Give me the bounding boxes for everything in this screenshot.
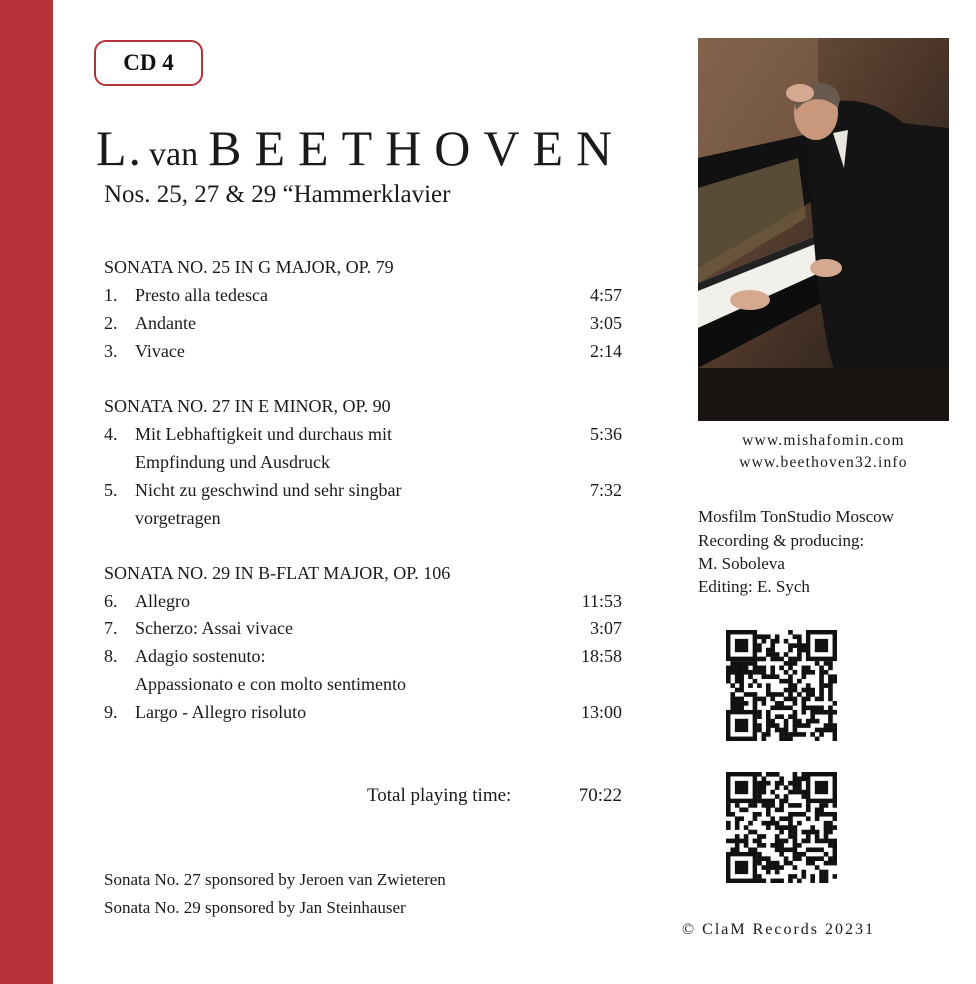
track-number: 4. [104, 424, 118, 444]
credit-line: Recording & producing: [698, 531, 865, 550]
disc-number-badge: CD 4 [94, 40, 203, 86]
track-title-continued: Empfindung und Ausdruck [135, 452, 330, 472]
composer-surname: BEETHOVEN [208, 120, 626, 176]
track-title: Largo - Allegro risoluto [135, 702, 307, 722]
track-title: Mit Lebhaftigkeit und durchaus mit [135, 424, 392, 444]
track-title: Andante [135, 313, 196, 333]
track-duration: 5:36 [589, 424, 622, 444]
track-duration: 3:07 [589, 618, 622, 638]
track-duration: 11:53 [581, 591, 622, 611]
red-side-band [0, 0, 53, 984]
track-title: Scherzo: Assai vivace [135, 618, 293, 638]
track-number: 3. [104, 341, 118, 361]
sonata-heading: SONATA NO. 29 IN B-FLAT MAJOR, OP. 106 [104, 563, 451, 583]
sonata-heading: SONATA NO. 27 IN E MINOR, OP. 90 [104, 396, 391, 416]
composer-name [96, 118, 625, 178]
total-time-value: 70:22 [578, 785, 622, 806]
composer-particle: van [149, 136, 199, 173]
credit-line: M. Soboleva [698, 554, 785, 573]
album-subtitle: Nos. 25, 27 & 29 “Hammerklavier [104, 181, 451, 208]
website-link[interactable]: www.mishafomin.com [742, 432, 905, 449]
track-title-continued: Appassionato e con molto sentimento [135, 674, 406, 694]
track-number: 5. [104, 480, 118, 500]
sponsor-note: Sonata No. 29 sponsored by Jan Steinhauser [104, 898, 406, 917]
track-number: 1. [104, 285, 118, 305]
sonata-heading: SONATA NO. 25 IN G MAJOR, OP. 79 [104, 257, 394, 277]
pianist-photo [698, 38, 949, 421]
track-title: Nicht zu geschwind und sehr singbar [135, 480, 402, 500]
composer-initial: L. [96, 120, 144, 176]
track-duration: 18:58 [580, 646, 622, 666]
track-number: 9. [104, 702, 118, 722]
track-title: Vivace [135, 341, 185, 361]
track-duration: 3:05 [589, 313, 622, 333]
website-link[interactable]: www.beethoven32.info [739, 454, 908, 471]
track-number: 6. [104, 591, 118, 611]
track-number: 7. [104, 618, 118, 638]
track-duration: 4:57 [589, 285, 622, 305]
track-title: Allegro [135, 591, 190, 611]
track-duration: 7:32 [589, 480, 622, 500]
qr-code-icon [726, 630, 837, 741]
track-duration: 13:00 [580, 702, 622, 722]
copyright-notice: © ClaM Records 20231 [682, 921, 876, 938]
track-title-continued: vorgetragen [135, 508, 221, 528]
track-duration: 2:14 [589, 341, 622, 361]
total-time-label: Total playing time: [367, 785, 512, 806]
track-number: 8. [104, 646, 118, 666]
track-title: Presto alla tedesca [135, 285, 268, 305]
qr-code-icon [726, 772, 837, 883]
credit-line: Editing: E. Sych [698, 577, 810, 596]
sponsor-note: Sonata No. 27 sponsored by Jeroen van Zwieteren [104, 870, 446, 889]
credit-line: Mosfilm TonStudio Moscow [698, 507, 894, 526]
track-number: 2. [104, 313, 118, 333]
track-title: Adagio sostenuto: [135, 646, 266, 666]
